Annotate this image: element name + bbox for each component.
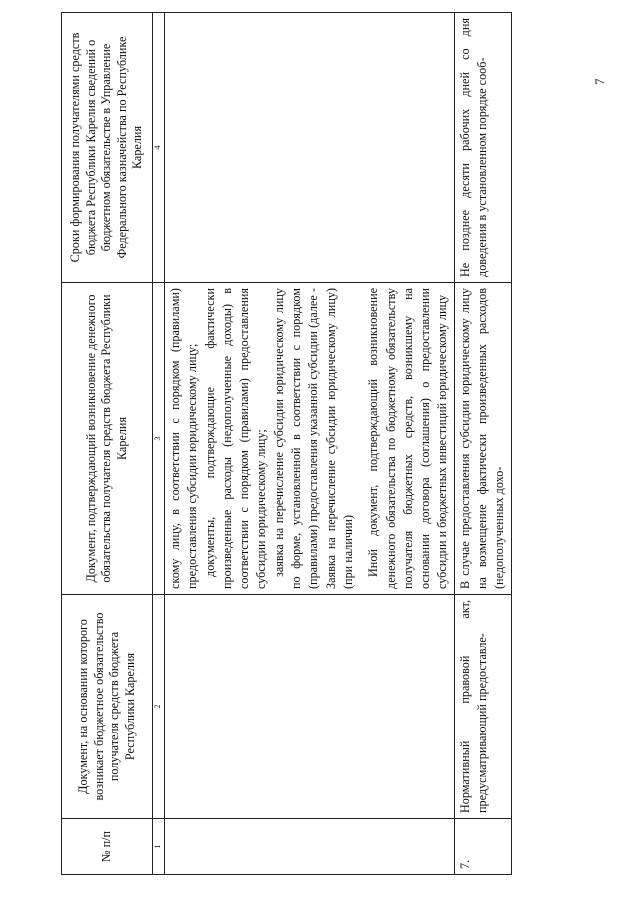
column-number: 1 — [153, 819, 165, 875]
column-number-row — [153, 13, 165, 875]
header-cell-confirming-document: Документ, подтверждающий возникновение денежного обязательства получателя средств бюджета Республики Карелия — [62, 283, 153, 595]
paragraph: Иной документ, подтверждающий возникновение денежного обязательства по бюджетному обязательству получателя бюджетных средств, возникшему на основании договора (соглашения) о предоставлении субсидии и бюджетных инвестиций юридическому лицу — [366, 288, 450, 589]
paragraph: заявка на перечисление субсидии юридическому лицу по форме, установленной в соответствии с порядком (правилами) предоставления указанной субсидии (далее - Заявка на перечисление субсидии юридическому лицу) (при наличии) — [271, 288, 355, 589]
obligations-table — [61, 12, 512, 875]
column-number: 3 — [153, 283, 165, 595]
row7-basis-document: Нормативный правовой акт, предусматривающий предоставле- — [454, 595, 511, 819]
continued-cell-confirming-document — [165, 283, 455, 595]
row7-confirming-document: В случае предоставления субсидии юридическому лицу на возмещение фактически произведенных расходов (недополученных дохо- — [454, 283, 511, 595]
header-cell-deadlines: Сроки формирования получателями средств бюджета Республики Карелия сведений о бюджетном обязательстве в Управление Федерального казначейства по Республике Карелия — [62, 13, 153, 283]
continued-cell-basis — [165, 595, 455, 819]
column-number: 4 — [153, 13, 165, 283]
column-number: 2 — [153, 595, 165, 819]
header-cell-basis-document: Документ, на основании которого возникает бюджетное обязательство получателя средств бюджета Республики Карелия — [62, 595, 153, 819]
header-row — [62, 13, 153, 875]
row-number: 7. — [454, 819, 511, 875]
paragraph: документы, подтверждающие фактически произведенные расходы (недополученные доходы) в соответствии с порядком (правилами) предоставления субсидии юридическому лицу; — [202, 288, 269, 589]
paragraph: скому лицу, в соответствии с порядком (правилами) предоставления субсидии юридическому лицу; — [168, 288, 200, 589]
table-row-7 — [454, 13, 511, 875]
continued-cell-deadlines — [165, 13, 455, 283]
header-cell-number: № п/п — [62, 819, 153, 875]
continued-row — [165, 13, 455, 875]
continued-cell-number — [165, 819, 455, 875]
row7-deadline: Не позднее десяти рабочих дней со дня доведения в установленном порядке сооб- — [454, 13, 511, 283]
page-number: 7 — [592, 78, 607, 85]
